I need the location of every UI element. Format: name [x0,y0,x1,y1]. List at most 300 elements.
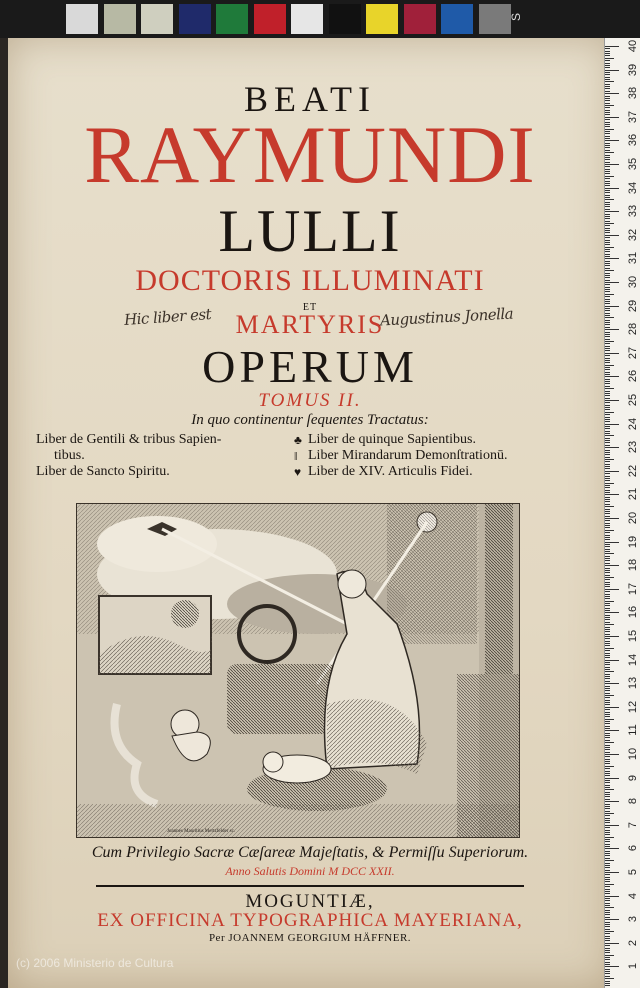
ruler-tick [605,881,610,882]
ruler-tick [605,537,610,538]
ruler-tick [605,818,610,819]
ruler-tick [605,79,610,80]
ruler-tick [605,863,610,864]
ruler-number: 16 [627,606,639,619]
ruler-tick [605,563,610,564]
ruler-number: 1 [627,963,639,970]
ruler-tick [605,806,610,807]
ruler-tick [605,84,610,85]
title-et: ET [302,302,318,313]
ruler-tick [605,702,610,703]
ruler-tick [605,867,610,868]
ruler-tick [605,270,614,271]
ruler-number: 8 [627,798,639,805]
ruler-tick [605,629,610,630]
ruler-tick [605,719,614,720]
ruler-number: 33 [627,205,639,218]
ruler-number: 40 [627,39,639,53]
ruler-tick [605,653,610,654]
title-tomus: TOMUS II. [258,390,362,411]
ruler-number: 7 [627,821,639,828]
ruler-tick [605,221,610,222]
ruler-tick [605,218,610,219]
ruler-tick [605,249,610,250]
ruler-tick [605,405,610,406]
ruler-tick [605,244,610,245]
ruler-tick [605,907,614,908]
ruler-tick [605,178,610,179]
ruler-tick [605,313,610,314]
ruler-tick [605,912,610,913]
ruler-tick [605,688,610,689]
ruler-number: 21 [627,488,639,501]
color-calibration-bar [0,0,640,38]
ruler-tick [605,870,610,871]
ruler-tick [605,575,610,576]
ruler-number: 6 [627,845,639,852]
ruler-tick [605,114,610,115]
ruler-tick [605,518,619,519]
ruler-tick [605,329,619,330]
ruler-number: 30 [627,275,639,289]
ruler-tick [605,140,619,141]
ruler-tick [605,499,610,500]
ruler-tick [605,723,610,724]
ruler-tick [605,664,610,665]
privilege-line: Cum Privilegio Sacræ Cæſareæ Majeſtatis, & Permiſſu Superiorum. [91,844,529,861]
ruler-tick [605,176,614,177]
ruler-tick [605,280,610,281]
ruler-tick [605,926,610,927]
column-pillar [485,504,513,674]
handwritten-right: Augustinus Jonella [379,304,514,330]
ruler-tick [605,308,610,309]
ruler-tick [605,428,610,429]
ruler-tick [605,827,610,828]
ruler-tick [605,459,614,460]
ruler-tick [605,183,610,184]
ruler-tick [605,162,610,163]
ruler-tick [605,756,610,757]
ruler-tick [605,560,610,561]
ruler-tick [605,544,610,545]
ruler-tick [605,65,610,66]
ruler-tick [605,674,610,675]
ruler-tick [605,362,610,363]
ruler-tick [605,624,614,625]
ruler-tick [605,617,610,618]
ruler-tick [605,778,619,779]
ruler-tick [605,407,610,408]
engraving-illustration [76,503,520,838]
ruler-tick [605,645,610,646]
ruler-tick [605,820,610,821]
ruler-tick [605,350,610,351]
ruler-tick [605,185,610,186]
ruler-tick [605,690,610,691]
ruler-tick [605,506,614,507]
ruler-tick [605,971,610,972]
ruler-number: 22 [627,464,639,477]
ruler-tick [605,320,610,321]
ruler-number: 39 [627,63,639,76]
ruler-number: 24 [627,417,639,430]
ruler-tick [605,959,610,960]
ruler-tick [605,922,610,923]
ruler-tick [605,225,610,226]
year-line: Anno Salutis Domini M DCC XXII. [225,864,395,878]
ruler-tick [605,846,610,847]
ruler-tick [605,638,610,639]
ruler-number: 38 [627,87,639,100]
engraver-signature: Joannes Mauritius Mertzfelder sc. [167,829,236,834]
ruler-tick [605,254,610,255]
ruler-tick [605,801,619,802]
ruler-tick [605,471,619,472]
ruler-tick [605,877,610,878]
ruler-tick [605,535,610,536]
ruler-tick [605,93,619,94]
ruler-tick [605,579,610,580]
ruler-number: 17 [627,582,639,595]
ruler-tick [605,754,619,755]
ruler-tick [605,714,610,715]
ruler-tick [605,811,610,812]
ruler-tick [605,844,610,845]
ruler-tick [605,704,610,705]
ruler-tick [605,301,610,302]
ruler-tick [605,858,610,859]
ruler-tick [605,206,610,207]
ruler-tick [605,886,610,887]
ruler-tick [605,969,610,970]
ruler-tick [605,631,610,632]
ruler-tick [605,391,610,392]
ruler-tick [605,282,619,283]
ruler-tick [605,299,610,300]
engraving-svg [77,504,519,837]
ruler-tick [605,962,610,963]
ruler-tick [605,983,610,984]
ruler-tick [605,242,610,243]
color-swatch [329,4,361,34]
ruler-tick [605,594,610,595]
ruler-tick [605,903,610,904]
ruler-tick [605,339,610,340]
ruler-tick [605,438,610,439]
ruler-tick [605,358,610,359]
ruler-tick [605,317,614,318]
ruler-tick [605,589,619,590]
ruler-tick [605,948,610,949]
ruler-tick [605,678,610,679]
ruler-tick [605,483,614,484]
ruler-tick [605,51,610,52]
ruler-tick [605,100,610,101]
copyright-watermark: (c) 2006 Ministerio de Cultura [16,956,174,970]
ruler-tick [605,655,610,656]
ruler-tick [605,799,610,800]
ruler-tick [605,119,610,120]
ruler-tick [605,501,610,502]
ruler-tick [605,721,610,722]
ruler-number: 25 [627,393,639,407]
ruler-tick [605,232,610,233]
title-operum: OPERUM [202,341,418,392]
ruler-tick [605,265,610,266]
ruler-tick [605,112,610,113]
ruler-tick [605,747,610,748]
contents-left-line-3: Liber de Sancto Spiritu. [36,464,170,479]
ruler-tick [605,440,610,441]
ruler-tick [605,936,610,937]
ruler-tick [605,832,610,833]
ruler-tick [605,709,610,710]
ruler-tick [605,86,610,87]
ruler-tick [605,584,610,585]
ruler-number: 12 [627,700,639,713]
ruler-number: 27 [627,346,639,359]
ruler-tick [605,360,610,361]
ruler-tick [605,978,614,979]
ruler-tick [605,759,610,760]
ruler-tick [605,143,610,144]
ruler-tick [605,461,610,462]
ruler-number: 9 [627,774,639,781]
ruler-tick [605,310,610,311]
ruler-tick [605,454,610,455]
ruler-tick [605,610,610,611]
ruler-tick [605,615,610,616]
ruler-tick [605,150,610,151]
imprint-city: MOGUNTIÆ, [245,891,375,912]
ruler-tick [605,879,610,880]
ruler-tick [605,152,614,153]
ruler-tick [605,865,610,866]
measurement-ruler [604,38,640,988]
ruler-tick [605,697,610,698]
ruler-tick [605,124,610,125]
ruler-tick [605,289,610,290]
ruler-tick [605,804,610,805]
color-swatch [104,4,136,34]
ruler-tick [605,773,610,774]
ruler-tick [605,398,610,399]
ruler-tick [605,223,614,224]
ruler-tick [605,60,610,61]
ruler-tick [605,122,610,123]
ruler-tick [605,516,610,517]
ruler-number: 35 [627,157,639,171]
ruler-tick [605,641,610,642]
ruler-tick [605,216,610,217]
ruler-tick [605,291,610,292]
contents-right-column [308,432,507,480]
ruler-tick [605,480,610,481]
ruler-tick [605,733,610,734]
ruler-tick [605,837,614,838]
ruler-tick [605,683,619,684]
ruler-number: 11 [627,724,639,737]
ruler-tick [605,367,610,368]
ruler-tick [605,190,610,191]
ruler-tick [605,539,610,540]
color-swatch [441,4,473,34]
ruler-tick [605,487,610,488]
ruler-number: 3 [627,916,639,923]
ruler-tick [605,577,614,578]
ruler-number: 19 [627,535,639,548]
ruler-tick [605,556,610,557]
ruler-tick [605,327,610,328]
ruler-tick [605,435,614,436]
contents-divider-ornament: ♣ ‖ ♥ [294,433,302,479]
ruler-tick [605,570,610,571]
ruler-tick [605,525,610,526]
ruler-tick [605,973,610,974]
title-doctoris: DOCTORIS ILLUMINATI [135,264,485,297]
ruler-tick [605,780,610,781]
ruler-tick [605,686,610,687]
ruler-tick [605,558,610,559]
ruler-tick [605,572,610,573]
ruler-tick [605,924,610,925]
ruler-tick [605,263,610,264]
ruler-tick [605,712,610,713]
ruler-tick [605,546,610,547]
ruler-tick [605,523,610,524]
ruler-tick [605,341,614,342]
imprint-rule [96,885,524,887]
ruler-number: 5 [627,868,639,876]
ruler-tick [605,964,610,965]
ruler-tick [605,622,610,623]
ruler-tick [605,46,619,47]
ruler-tick [605,48,610,49]
ruler-tick [605,553,614,554]
ruler-tick [605,976,610,977]
title-raymundi: RAYMUNDI [84,109,536,200]
ruler-tick [605,485,610,486]
ruler-tick [605,268,610,269]
ruler-tick [605,464,610,465]
ruler-tick [605,815,610,816]
color-swatch [479,4,511,34]
ruler-tick [605,240,610,241]
ruler-tick [605,258,619,259]
ruler-tick [605,261,610,262]
ruler-tick [605,898,610,899]
ruler-tick [605,96,610,97]
ruler-tick [605,343,610,344]
ruler-tick [605,889,610,890]
ruler-tick [605,813,614,814]
ruler-tick [605,737,610,738]
ruler-tick [605,667,610,668]
ruler-tick [605,513,610,514]
ruler-tick [605,808,610,809]
ruler-tick [605,603,610,604]
ruler-tick [605,303,610,304]
imprint-printer: EX OFFICINA TYPOGRAPHICA MAYERIANA, [97,910,523,931]
ruler-tick [605,586,610,587]
ruler-number: 2 [627,939,639,946]
ruler-tick [605,199,614,200]
ruler-tick [605,334,610,335]
ruler-tick [605,636,619,637]
ruler-tick [605,893,610,894]
ruler-tick [605,256,610,257]
ruler-tick [605,745,610,746]
ruler-tick [605,452,610,453]
ruler-tick [605,905,610,906]
ruler-tick [605,676,610,677]
ruler-tick [605,542,619,543]
ruler-tick [605,421,610,422]
ruler-tick [605,442,610,443]
ruler-tick [605,431,610,432]
contents-right-line-2: Liber Mirandarum Demonſtrationū. [308,448,508,463]
ruler-tick [605,414,610,415]
ruler-tick [605,681,610,682]
color-swatch [291,4,323,34]
ruler-tick [605,822,610,823]
color-swatch [141,4,173,34]
ruler-tick [605,520,610,521]
ruler-tick [605,110,610,111]
ruler-tick [605,81,614,82]
ruler-tick [605,412,614,413]
ruler-tick [605,129,614,130]
ruler-tick [605,348,610,349]
ruler-tick [605,549,610,550]
ruler-tick [605,426,610,427]
ruler-tick [605,634,610,635]
ruler-tick [605,511,610,512]
ruler-tick [605,379,610,380]
ruler-number: 10 [627,747,639,761]
ruler-tick [605,450,610,451]
ruler-tick [605,766,614,767]
ruler-tick [605,874,610,875]
ruler-tick [605,768,610,769]
ruler-tick [605,466,610,467]
ruler-tick [605,782,610,783]
title-martyris: MARTYRIS [235,310,385,339]
ruler-tick [605,749,610,750]
ruler-tick [605,591,610,592]
ruler-tick [605,197,610,198]
ruler-tick [605,433,610,434]
ruler-tick [605,402,610,403]
ruler-tick [605,532,610,533]
ruler-number: 36 [627,134,639,147]
color-swatch [179,4,211,34]
ruler-tick [605,568,610,569]
ruler-tick [605,716,610,717]
ruler-tick [605,860,614,861]
ruler-tick [605,476,610,477]
ruler-tick [605,914,610,915]
contents-intro: In quo continentur ſequentes Tractatus: [191,412,429,428]
draped-table [227,664,337,734]
contents-left-column [36,432,221,480]
ruler-tick [605,943,619,944]
ruler-tick [605,181,610,182]
ruler-tick [605,105,614,106]
ruler-tick [605,693,610,694]
ruler-tick [605,322,610,323]
